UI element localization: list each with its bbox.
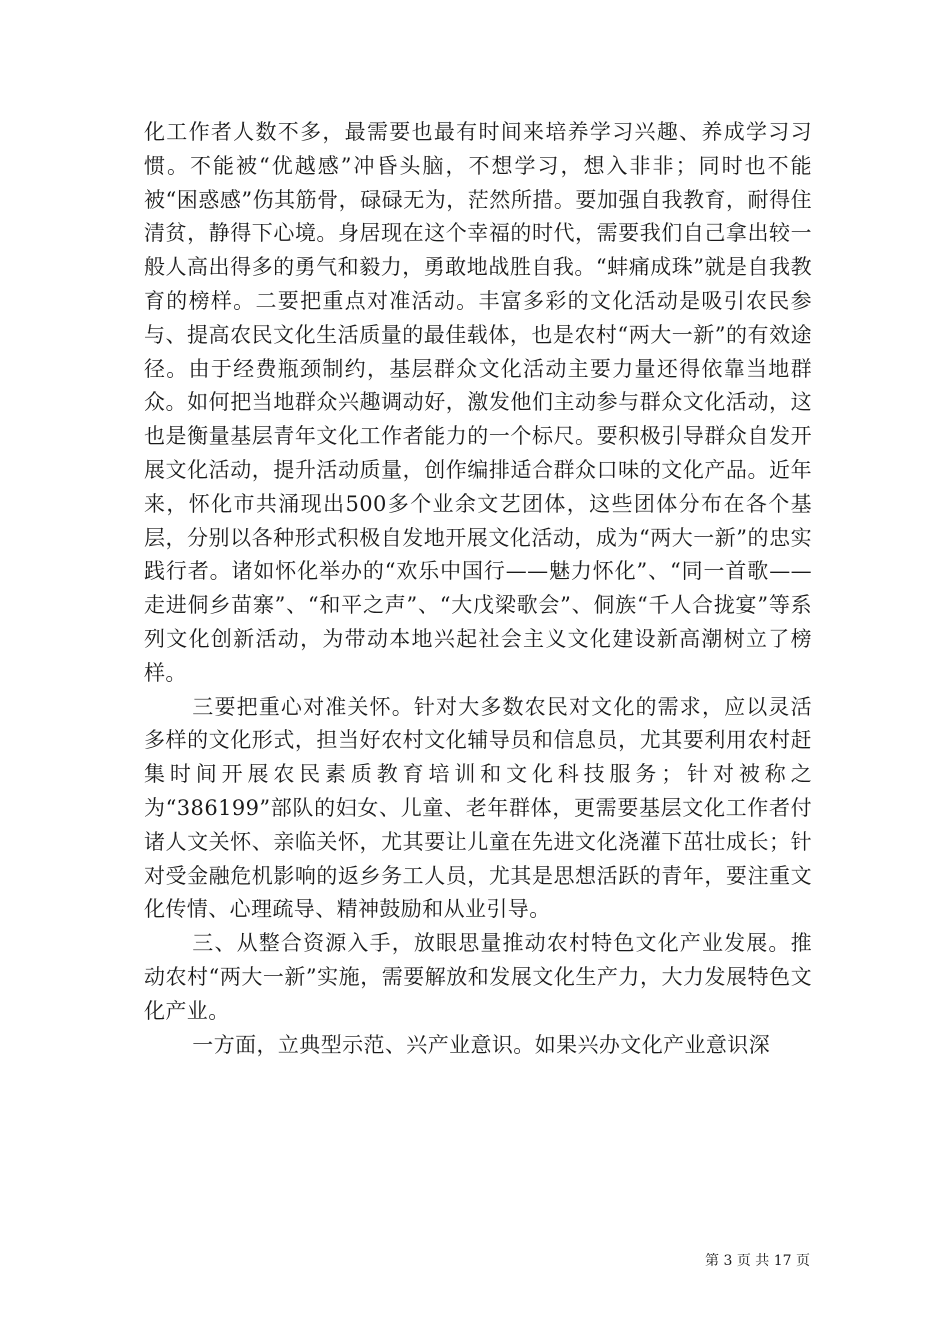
paragraph-continuation: 化工作者人数不多，最需要也最有时间来培养学习兴趣、养成学习习惯。不能被“优越感”冲昏头脑，不想学习，想入非非；同时也不能被“困惑感”伤其筋骨，碌碌无为，茫然所措。要加强自我教育，耐得住清贫，静得下心境。身居现在这个幸福的时代，需要我们自己拿出较一般人高出得多的勇气和毅力，勇敢地战胜自我。“蚌痛成珠”就是自我教育的榜样。二要把重点对准活动。丰富多彩的文化活动是吸引农民参与、提高农民文化生活质量的最佳载体，也是农村“两大一新”的有效途径。由于经费瓶颈制约，基层群众文化活动主要力量还得依靠当地群众。如何把当地群众兴趣调动好，激发他们主动参与群众文化活动，这也是衡量基层青年文化工作者能力的一个标尺。要积极引导群众自发开展文化活动，提升活动质量，创作编排适合群众口味的文化产品。近年来，怀化市共涌现出500多个业余文艺团体，这些团体分布在各个基层，分别以各种形式积极自发地开展文化活动，成为“两大一新”的忠实践行者。诸如怀化举办的“欢乐中国行——魅力怀化”、“同一首歌——走进侗乡苗寨”、“和平之声”、“大戊梁歌会”、侗族“千人合拢宴”等系列文化创新活动，为带动本地兴起社会主义文化建设新高潮树立了榜样。 [144,120,812,685]
paragraph-care: 三要把重心对准关怀。针对大多数农民对文化的需求，应以灵活多样的文化形式，担当好农村文化辅导员和信息员，尤其要利用农村赶集时间开展农民素质教育培训和文化科技服务；针对被称之为“386199”部队的妇女、儿童、老年群体，更需要基层文化工作者付诸人文关怀、亲临关怀，尤其要让儿童在先进文化浇灌下茁壮成长；针对受金融危机影响的返乡务工人员，尤其是思想活跃的青年，要注重文化传情、心理疏导、精神鼓励和从业引导。 [144,694,812,922]
paragraph-section-three: 三、从整合资源入手，放眼思量推动农村特色文化产业发展。推动农村“两大一新”实施，需要解放和发展文化生产力，大力发展特色文化产业。 [144,931,812,1023]
document-body [144,116,812,1062]
page-number: 第 3 页 共 17 页 [705,1253,810,1269]
paragraph-first-aspect: 一方面，立典型示范、兴产业意识。如果兴办文化产业意识深 [192,1032,771,1057]
